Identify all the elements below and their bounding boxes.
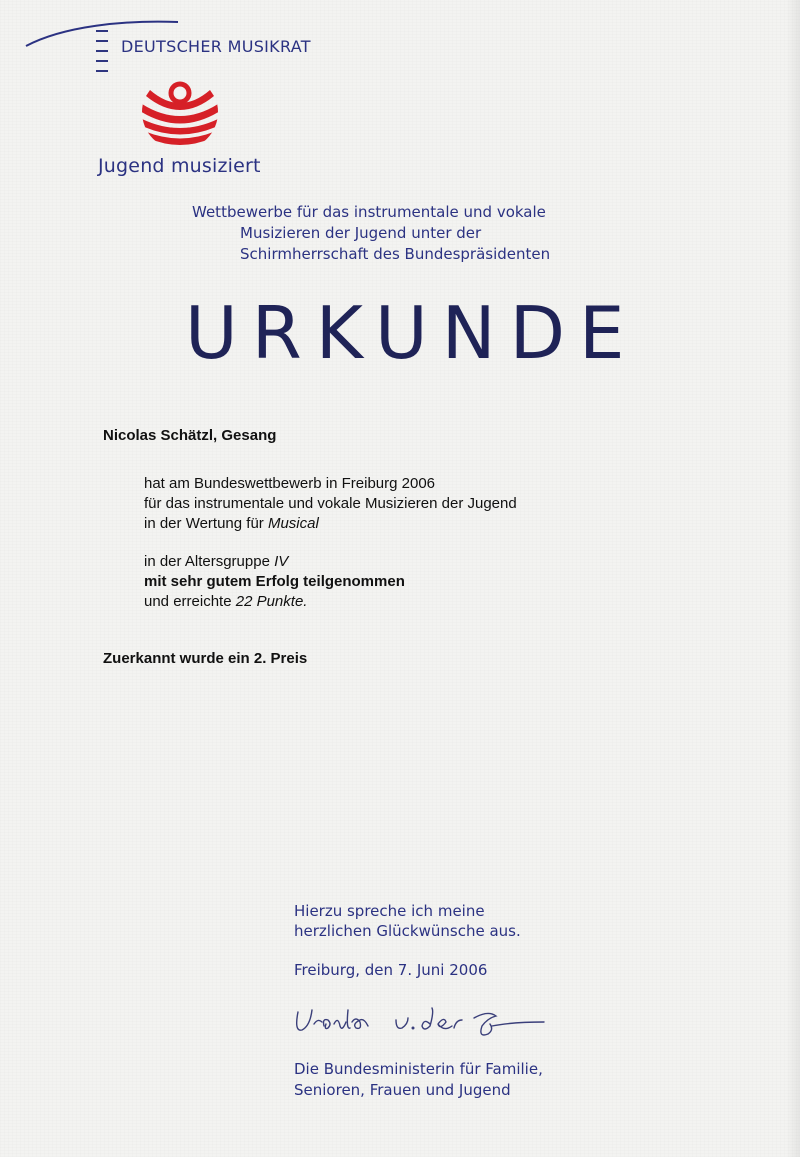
intro-line: Wettbewerbe für das instrumentale und vokale (192, 203, 546, 221)
certificate-body (144, 474, 517, 612)
body-line (144, 514, 517, 534)
category-value: Musical (267, 515, 319, 532)
certificate-title: URKUNDE (185, 291, 639, 375)
closing-line: herzlichen Glückwünsche aus. (294, 922, 521, 940)
minister-line: Senioren, Frauen und Jugend (294, 1081, 511, 1099)
musikrat-bars-icon (96, 30, 110, 80)
program-name: Jugend musiziert (98, 155, 261, 177)
jugend-musiziert-sun-logo-icon (140, 76, 220, 148)
date-line: Freiburg, den 7. Juni 2006 (294, 961, 488, 979)
body-line (144, 592, 517, 612)
intro-line: Musizieren der Jugend unter der (240, 224, 482, 242)
intro-text (150, 202, 580, 265)
organization-name: DEUTSCHER MUSIKRAT (121, 37, 311, 56)
minister-title (294, 1059, 543, 1101)
minister-line: Die Bundesministerin für Familie, (294, 1060, 543, 1078)
body-line: hat am Bundeswettbewerb in Freiburg 2006 (144, 475, 436, 492)
age-group-prefix: in der Altersgruppe (144, 553, 275, 570)
age-group-value: IV (274, 553, 289, 570)
points-prefix: und erreichte (144, 593, 236, 610)
closing-line: Hierzu spreche ich meine (294, 902, 485, 920)
award-text: Zuerkannt wurde ein 2. Preis (103, 650, 308, 667)
recipient-name: Nicolas Schätzl, Gesang (103, 427, 277, 444)
category-prefix: in der Wertung für (144, 515, 268, 532)
result-line: mit sehr gutem Erfolg teilgenommen (144, 573, 405, 590)
closing-text (294, 901, 521, 941)
body-line (144, 552, 517, 572)
paper-edge-shadow (786, 0, 800, 1157)
body-line: für das instrumentale und vokale Musizieren der Jugend (144, 495, 517, 512)
handwritten-signature (292, 1002, 552, 1042)
intro-line: Schirmherrschaft des Bundespräsidenten (240, 245, 551, 263)
points-value: 22 Punkte. (235, 593, 308, 610)
